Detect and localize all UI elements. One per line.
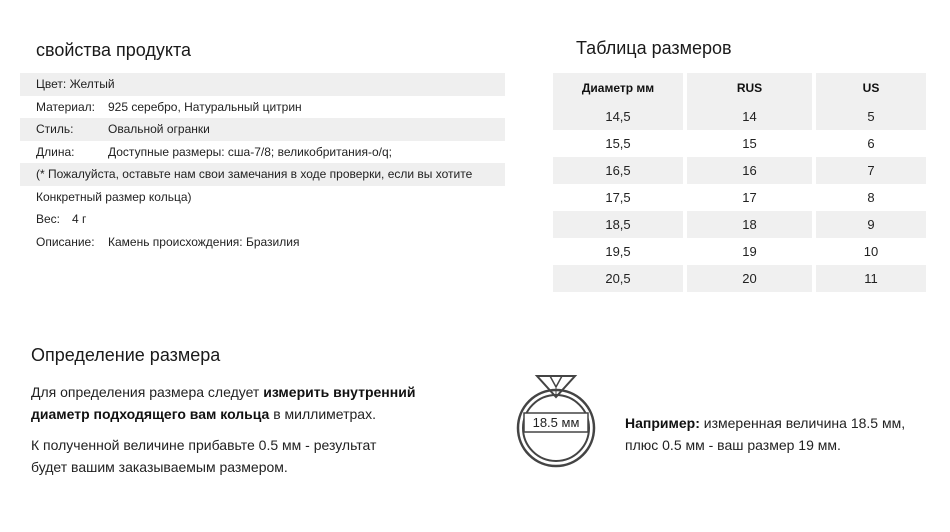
prop-value: Камень происхождения: Бразилия	[108, 234, 300, 249]
table-row	[553, 238, 926, 265]
cell-rus: 14	[687, 103, 812, 130]
table-row	[553, 103, 926, 130]
table-row	[553, 265, 926, 292]
size-determination-title: Определение размера	[31, 345, 221, 365]
prop-key: Описание:	[36, 234, 95, 249]
cell-diameter: 16,5	[553, 157, 683, 184]
prop-value: 925 серебро, Натуральный цитрин	[108, 99, 302, 114]
cell-us: 7	[816, 157, 926, 184]
prop-key: Вес:	[36, 212, 61, 226]
table-row	[553, 157, 926, 184]
cell-us: 10	[863, 244, 879, 259]
col-rus: RUS	[687, 73, 812, 103]
prop-key: Длина:	[36, 144, 75, 159]
cell-rus: 18	[687, 211, 812, 238]
prop-row-note	[20, 163, 505, 186]
cell-us: 6	[867, 136, 875, 151]
ring-measurement-label: 18.5 мм	[532, 415, 580, 430]
size-table	[553, 73, 926, 292]
prop-value: Желтый	[69, 77, 115, 91]
example-label: Например:	[625, 415, 700, 431]
table-row	[553, 211, 926, 238]
prop-row-length	[20, 141, 505, 164]
table-row	[553, 130, 926, 157]
prop-value: Конкретный размер кольца)	[36, 189, 192, 204]
size-table-title: Таблица размеров	[576, 38, 732, 58]
prop-key: Цвет:	[36, 77, 67, 91]
size-table-header	[553, 73, 926, 103]
prop-row-weight	[20, 208, 505, 231]
instruction-text: К полученной величине прибавьте 0.5 мм - результат	[31, 437, 377, 453]
cell-diameter: 14,5	[553, 103, 683, 130]
table-row	[553, 184, 926, 211]
cell-us: 8	[867, 190, 875, 205]
prop-value: (* Пожалуйста, оставьте нам свои замечания в ходе проверки, если вы хотите	[36, 167, 473, 181]
instruction-paragraph-2	[31, 435, 501, 478]
product-properties-list	[20, 73, 505, 253]
example-text	[625, 413, 945, 456]
prop-row-style	[20, 118, 505, 141]
prop-value: Овальной огранки	[108, 122, 210, 136]
col-us: US	[816, 73, 926, 103]
instruction-emphasis: диаметр подходящего вам кольца	[31, 405, 270, 422]
instruction-text: Для определения размера следует	[31, 384, 264, 400]
cell-diameter: 18,5	[553, 211, 683, 238]
cell-rus: 17	[742, 190, 757, 205]
ring-diagram-icon	[510, 370, 610, 470]
example-line: плюс 0.5 мм - ваш размер 19 мм.	[625, 436, 841, 453]
prop-row-description	[20, 231, 505, 254]
cell-diameter: 19,5	[605, 244, 631, 259]
cell-diameter: 17,5	[605, 190, 631, 205]
prop-value: 4 г	[72, 212, 87, 226]
example-line: измеренная величина 18.5 мм,	[699, 415, 906, 431]
cell-rus: 20	[687, 265, 812, 292]
cell-rus: 19	[742, 244, 757, 259]
cell-rus: 16	[687, 157, 812, 184]
col-diameter: Диаметр мм	[553, 73, 683, 103]
instruction-paragraph-1	[31, 382, 501, 425]
cell-diameter: 20,5	[553, 265, 683, 292]
cell-us: 5	[816, 103, 926, 130]
prop-row-color	[20, 73, 505, 96]
instruction-emphasis: измерить внутренний	[263, 384, 416, 400]
cell-diameter: 15,5	[605, 136, 631, 151]
prop-value: Доступные размеры: сша-7/8; великобритания-о/q;	[108, 144, 392, 159]
product-properties-title: свойства продукта	[36, 40, 192, 60]
cell-us: 9	[816, 211, 926, 238]
prop-key: Материал:	[36, 99, 95, 114]
cell-rus: 15	[742, 136, 757, 151]
cell-us: 11	[816, 265, 926, 292]
prop-key: Стиль:	[36, 122, 74, 136]
prop-row-note-cont	[20, 186, 505, 209]
prop-row-material	[20, 96, 505, 119]
instruction-text: будет вашим заказываемым размером.	[31, 458, 288, 475]
instruction-text: в миллиметрах.	[269, 405, 376, 422]
